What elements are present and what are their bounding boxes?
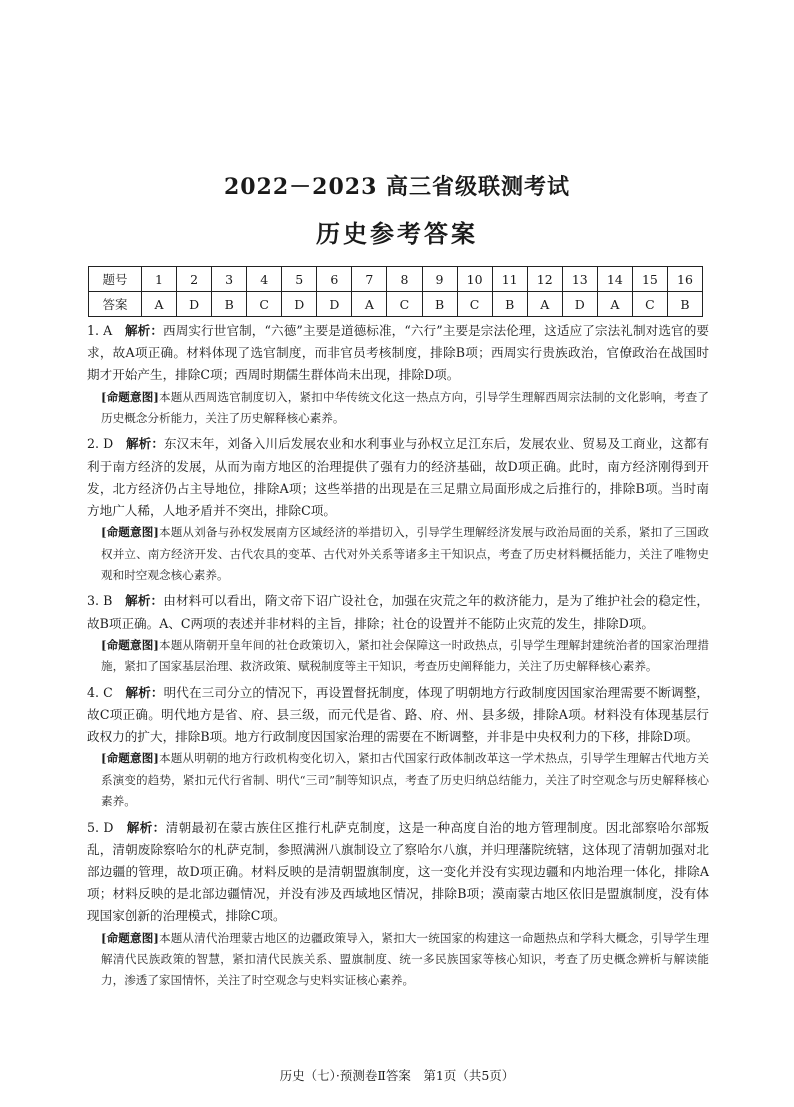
list-item [87,433,709,586]
question-number-cell: 9 [422,267,457,292]
item-analysis [87,682,709,749]
answer-cell: D [177,292,212,317]
exam-title: 2022－2023 高三省级联测考试 [223,174,571,200]
analysis-label: 解析： [125,436,164,452]
item-intent [101,522,709,586]
analysis-list [87,320,709,996]
item-number: 1. A [87,323,113,338]
answer-cell: B [667,292,702,317]
item-intent [101,928,709,992]
item-analysis [87,590,709,634]
answer-cell: B [422,292,457,317]
answer-cell: A [352,292,387,317]
question-number-cell: 8 [387,267,422,292]
answer-cell: B [212,292,247,317]
item-number: 3. B [87,593,113,609]
question-number-cell: 4 [247,267,282,292]
item-analysis [87,320,709,387]
question-number-cell: 2 [177,267,212,292]
question-number-cell: 14 [597,267,632,292]
item-number: 2. D [87,436,114,452]
intent-text: 本题从刘备与孙权发展南方区域经济的举措切入，引导学生理解经济发展与政治局面的关系，紧扣了三国政权并立、南方经济开发、古代农具的变革、古代对外关系等诸多主干知识点，考查了历史材料概括能力，关注了唯物史观和时空观念核心素养。 [101,525,709,583]
item-intent [101,635,709,678]
intent-text: 本题从西周选官制度切入，紧扣中华传统文化这一热点方向，引导学生理解西周宗法制的文化影响，考查了历史概念分析能力，关注了历史解释核心素养。 [101,389,709,426]
answer-key-title: 历史参考答案 [316,219,478,248]
question-number-cell: 16 [667,267,702,292]
analysis-text: 西周实行世官制，“六德”主要是道德标准，“六行”主要是宗法伦理，这适应了宗法礼制对选官的要求，故A项正确。材料体现了选官制度，而非官员考核制度，排除B项；西周实行贵族政治，官僚政治在战国时期才开始产生，排除C项；西周时期儒生群体尚未出现，排除D项。 [87,323,709,383]
item-intent [101,748,709,812]
question-number-cell: 6 [317,267,352,292]
question-number-cell: 15 [632,267,667,292]
answer-row [89,292,703,317]
list-item [87,817,709,992]
intent-text: 本题从隋朝开皇年间的社仓政策切入，紧扣社会保障这一时政热点，引导学生理解封建统治者的国家治理措施，紧扣了国家基层治理、救济政策、赋税制度等主干知识，考查历史阐释能力，关注了历史解释核心素养。 [101,637,709,674]
answer-cell: B [492,292,527,317]
item-intent [101,387,709,430]
intent-label: [命题意图] [101,389,159,404]
answer-table [88,266,703,317]
analysis-text: 清朝最初在蒙古族住区推行札萨克制度，这是一种高度自治的地方管理制度。因北部察哈尔部叛乱，清朝废除察哈尔的札萨克制，参照满洲八旗制设立了察哈尔八旗，并归理藩院统辖，这体现了清朝加强对北部边疆的管理，故D项正确。材料反映的是清朝盟旗制度，这一变化并没有实现边疆和内地治理一体化，排除A项；材料反映的是北部边疆情况，并没有涉及西域地区情况，排除B项；漠南蒙古地区依旧是盟旗制度，没有体现国家创新的治理模式，排除C项。 [87,819,710,924]
analysis-label: 解析： [124,323,164,338]
answer-cell: A [142,292,177,317]
intent-label: [命题意图] [101,525,159,540]
question-number-cell: 12 [527,267,562,292]
item-number: 5. D [87,819,114,835]
answer-cell: A [597,292,632,317]
question-number-row [89,267,703,292]
answer-cell: D [562,292,597,317]
analysis-text: 东汉末年，刘备入川后发展农业和水利事业与孙权立足江东后，发展农业、贸易及工商业，这都有利于南方经济的发展，从而为南方地区的治理提供了强有力的经济基础，故D项正确。此时，南方经济刚得到开发，北方经济仍占主导地位，排除A项；这些举措的出现是在三足鼎立局面形成之后推行的，排除B项。当时南方地广人稀，人地矛盾并不突出，排除C项。 [87,436,710,519]
list-item [87,590,709,677]
analysis-text: 由材料可以看出，隋文帝下诏广设社仓，加强在灾荒之年的救济能力，是为了维护社会的稳定性，故B项正确。A、C两项的表述并非材料的主旨，排除；社仓的设置并不能防止灾荒的发生，排除D项。 [87,593,710,631]
question-number-cell: 13 [562,267,597,292]
question-number-cell: 3 [212,267,247,292]
answer-cell: A [527,292,562,317]
question-number-cell: 1 [142,267,177,292]
analysis-label: 解析： [126,819,166,835]
intent-text: 本题从明朝的地方行政机构变化切入，紧扣古代国家行政体制改革这一学术热点，引导学生理解古代地方关系演变的趋势，紧扣元代行省制、明代“三司”制等知识点，考查了历史归纳总结能力，关注了时空观念与历史解释核心素养。 [101,751,709,809]
analysis-label: 解析： [125,593,164,609]
answer-cell: D [317,292,352,317]
intent-label: [命题意图] [101,930,159,945]
answer-cell: D [282,292,317,317]
answer-cell: C [247,292,282,317]
intent-label: [命题意图] [101,751,159,766]
answer-cell: C [457,292,492,317]
list-item [87,682,709,813]
answer-cell: C [632,292,667,317]
question-number-header: 题号 [89,267,142,292]
question-number-cell: 7 [352,267,387,292]
analysis-label: 解析： [125,684,164,700]
analysis-text: 明代在三司分立的情况下，再设置督抚制度，体现了明朝地方行政制度因国家治理需要不断调整，故C项正确。明代地方是省、府、县三级，而元代是省、路、府、州、县多级，排除A项。材料没有体现基层行政权力的扩大，排除B项。地方行政制度因国家治理的需要在不断调整，并非是中央权利力的下移，排除D项。 [87,684,710,745]
answer-cell: C [387,292,422,317]
list-item [87,320,709,429]
question-number-cell: 11 [492,267,527,292]
item-analysis [87,817,709,928]
intent-text: 本题从清代治理蒙古地区的边疆政策导入，紧扣大一统国家的构建这一命题热点和学科大概念，引导学生理解清代民族政策的智慧，紧扣清代民族关系、盟旗制度、统一多民族国家等核心知识，考查了历史概念辨析与解读能力，渗透了家国情怀，关注了时空观念与史料实证核心素养。 [101,930,709,988]
page-footer: 历史（七）·预测卷Ⅱ答案 第1页（共5页） [279,1068,515,1083]
question-number-cell: 10 [457,267,492,292]
answer-header: 答案 [89,292,142,317]
item-number: 4. C [87,684,113,700]
question-number-cell: 5 [282,267,317,292]
item-analysis [87,433,709,522]
intent-label: [命题意图] [101,637,159,652]
